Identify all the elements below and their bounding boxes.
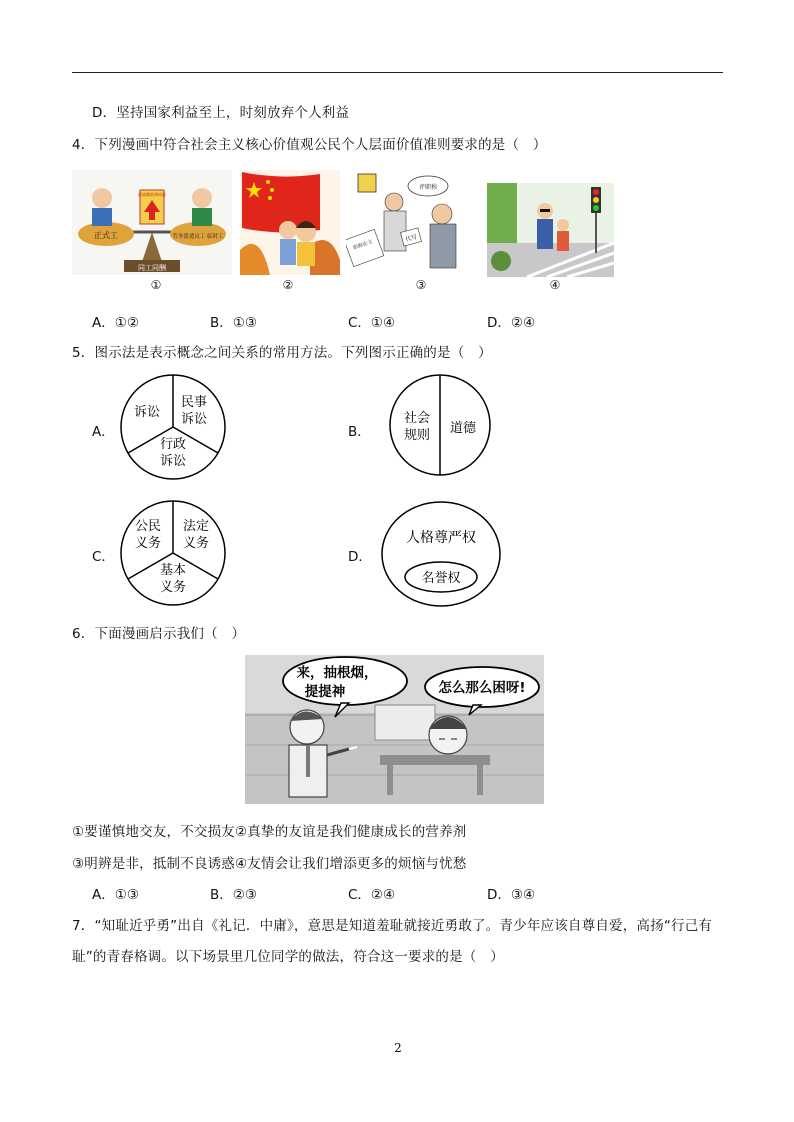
q5-c-label: C． <box>92 549 115 565</box>
q7-stem-line-1: 7．“知耻近乎勇”出自《礼记．中庸》，意思是知道羞耻就接近勇敢了。青少年应该自尊自爱，高扬“行己有 <box>72 918 713 934</box>
q6-comic-smoking <box>245 655 544 804</box>
comic-2-flag-family <box>240 170 340 275</box>
comic-1-left-label: 正式工 <box>94 231 118 240</box>
q7-stem-line-2: 耻”的青春格调。以下场景里几位同学的做法，符合这一要求的是（ ） <box>72 949 504 965</box>
diagram-c-part-1: 公民义务 <box>134 519 162 551</box>
page-number: 2 <box>394 1041 402 1055</box>
q5-stem: 5．图示法是表示概念之间关系的常用方法。下列图示正确的是（ ） <box>72 345 492 361</box>
diagram-b-part-1: 社会规则 <box>403 411 431 443</box>
q4-option-d: D．②④ <box>487 315 536 331</box>
diagram-d-inner: 名誉权 <box>421 571 461 586</box>
diagram-c-part-3: 基本义务 <box>159 563 187 595</box>
diagram-c-part-2: 法定义务 <box>182 519 210 551</box>
comic-4-caption: ④ <box>549 278 561 292</box>
comic-1-center-label: 最高额收到同意 <box>138 192 166 197</box>
q5-a-label: A． <box>92 424 115 440</box>
diagram-b-part-2: 道德 <box>449 421 477 436</box>
q6-statement-line-2: ③明辨是非，抵制不良诱惑④友情会让我们增添更多的烦恼与忧愁 <box>72 856 467 872</box>
comic-1-equal-pay <box>72 170 232 275</box>
comic-3-paper: 职称论文 <box>352 238 374 252</box>
q3-option-d: D．坚持国家利益至上，时刻放弃个人利益 <box>92 105 350 121</box>
q5-diagram-c <box>118 498 228 608</box>
q5-diagram-a <box>118 372 228 482</box>
diagram-a-part-1: 诉讼 <box>133 405 161 420</box>
q5-diagram-b <box>387 372 493 478</box>
q4-stem: 4．下列漫画中符合社会主义核心价值观公民个人层面价值准则要求的是（ ） <box>72 137 547 153</box>
q4-option-b: B．①③ <box>210 315 257 331</box>
comic-1-right-label: 劳务派遣员工 临时工 <box>172 234 224 240</box>
q5-b-label: B． <box>348 424 371 440</box>
q5-d-label: D． <box>348 549 372 565</box>
q6-statement-line-1: ①要谨慎地交友，不交损友②真挚的友谊是我们健康成长的营养剂 <box>72 824 467 840</box>
diagram-a-part-2: 民事诉讼 <box>180 395 208 427</box>
q6-option-a: A．①③ <box>92 887 139 903</box>
comic-3-ghostwriting <box>346 170 474 275</box>
q6-bubble-2: 怎么那么困呀! <box>438 680 526 696</box>
comic-3-caption: ③ <box>415 278 427 292</box>
q6-option-d: D．③④ <box>487 887 536 903</box>
comic-1-base-label: 同工同酬 <box>138 264 166 272</box>
comic-4-helping-blind <box>487 183 614 277</box>
diagram-d-outer: 人格尊严权 <box>406 530 476 546</box>
q6-option-b: B．②③ <box>210 887 257 903</box>
q6-option-c: C．②④ <box>348 887 396 903</box>
q4-option-a: A．①② <box>92 315 139 331</box>
q6-bubble-1: 来，抽根烟，提提神 <box>296 665 378 700</box>
q6-stem: 6．下面漫画启示我们（ ） <box>72 626 246 642</box>
q5-diagram-d <box>380 500 502 608</box>
header-rule <box>72 72 723 73</box>
diagram-a-part-3: 行政诉讼 <box>159 437 187 469</box>
comic-1-caption: ① <box>150 278 162 292</box>
comic-3-tag-1: 评职称 <box>418 184 438 191</box>
comic-2-caption: ② <box>282 278 294 292</box>
comic-3-tag-2: 代写 <box>404 233 419 244</box>
q4-option-c: C．①④ <box>348 315 396 331</box>
